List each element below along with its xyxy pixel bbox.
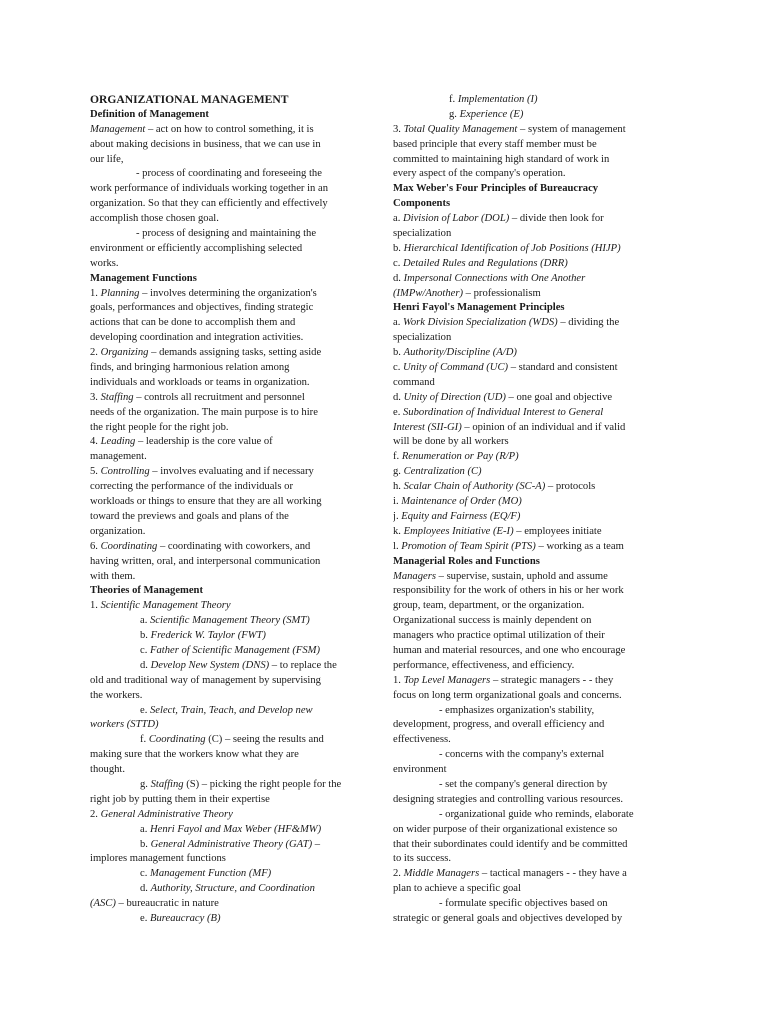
text-run: – bureaucratic in nature <box>115 898 219 910</box>
text-line <box>90 748 372 763</box>
text-run: a. <box>140 823 150 835</box>
text-line <box>90 718 372 733</box>
text-run: – <box>312 838 321 850</box>
text-line <box>393 272 681 287</box>
text-line <box>90 644 372 659</box>
text-line <box>90 778 372 793</box>
italic-term: Scalar Chain of Authority (SC-A) <box>403 481 546 493</box>
text-line <box>90 331 372 346</box>
text-run: j. <box>393 510 402 522</box>
text-run: with them. <box>90 570 136 582</box>
text-run: on wider purpose of their organizational existence so <box>393 823 618 835</box>
text-run: – act on how to control something, it is <box>145 123 314 135</box>
text-run: b. <box>140 838 151 850</box>
text-line <box>90 912 372 927</box>
italic-term: Organizing <box>100 347 149 359</box>
section-heading <box>90 272 372 287</box>
text-run: d. <box>393 272 404 284</box>
text-line <box>393 406 681 421</box>
italic-term: workers (STTD) <box>90 719 159 731</box>
text-run: accomplish those chosen goal. <box>90 213 219 225</box>
text-line <box>393 733 681 748</box>
text-line <box>90 167 372 182</box>
text-line <box>393 93 681 108</box>
text-run: – coordinating with coworkers, and <box>157 540 311 552</box>
text-run: Management Functions <box>90 272 197 284</box>
text-run: managers who practice optimal utilization of their <box>393 630 605 642</box>
text-run: Theories of Management <box>90 585 203 597</box>
italic-term: Planning <box>100 287 140 299</box>
italic-term: Frederick W. Taylor (FWT) <box>150 630 266 642</box>
text-run: – system of management <box>517 123 626 135</box>
text-run: c. <box>140 644 150 656</box>
italic-term: Develop New System (DNS) <box>150 659 270 671</box>
text-run: strategic or general goals and objectives developed by <box>393 912 623 924</box>
text-run: works. <box>90 257 119 269</box>
text-run: - process of designing and maintaining the <box>136 228 317 240</box>
text-line <box>90 123 372 138</box>
text-run: – tactical managers - - they have a <box>479 868 627 880</box>
text-run: g. <box>140 778 151 790</box>
text-line <box>90 227 372 242</box>
italic-term: Management Function (MF) <box>150 868 272 880</box>
text-run: plan to achieve a specific goal <box>393 883 521 895</box>
text-run: – working as a team <box>535 540 624 552</box>
text-run: correcting the performance of the individuals or <box>90 481 293 493</box>
text-run: – protocols <box>545 481 596 493</box>
text-run: Max Weber's Four Principles of Bureaucracy <box>393 183 599 195</box>
text-run: the workers. <box>90 689 143 701</box>
italic-term: Division of Labor (DOL) <box>403 213 510 225</box>
text-line <box>90 570 372 585</box>
text-run: – standard and consistent <box>508 362 618 374</box>
text-run: (C) – seeing the results and <box>205 734 324 746</box>
text-run: focus on long term organizational goals and concerns. <box>393 689 622 701</box>
text-run: e. <box>140 912 150 924</box>
italic-term: Maintenance of Order (MO) <box>401 496 522 508</box>
italic-term: Managers <box>393 570 436 582</box>
text-line <box>90 495 372 510</box>
section-heading <box>393 301 681 316</box>
text-line <box>90 435 372 450</box>
italic-term: Middle Managers <box>403 868 480 880</box>
italic-term: Staffing <box>150 778 184 790</box>
text-run: Managerial Roles and Functions <box>393 555 540 567</box>
italic-term: Employees Initiative (E-I) <box>403 525 514 537</box>
text-line <box>393 525 681 540</box>
italic-term: General Administrative Theory (GAT) <box>150 838 313 850</box>
text-line <box>393 257 681 272</box>
text-run: g. <box>449 108 460 120</box>
text-line <box>90 838 372 853</box>
text-line <box>90 361 372 376</box>
text-run: 6. <box>90 540 101 552</box>
text-line <box>393 599 681 614</box>
text-run: 1. <box>90 600 101 612</box>
text-line <box>393 287 681 302</box>
text-run: b. <box>393 242 404 254</box>
italic-term: Total Quality Management <box>403 123 518 135</box>
text-run: a. <box>393 317 403 329</box>
text-run: f. <box>140 734 149 746</box>
text-run: f. <box>393 451 402 463</box>
text-run: – controls all recruitment and personnel <box>133 391 305 403</box>
text-run: goals, performances and objectives, finding strategic <box>90 302 314 314</box>
text-run: finds, and bringing harmonious relation among <box>90 362 290 374</box>
text-run: old and traditional way of management by supervising <box>90 674 321 686</box>
left-column <box>90 93 372 927</box>
text-run: to its success. <box>393 853 451 865</box>
text-line <box>90 867 372 882</box>
italic-term: General Administrative Theory <box>100 808 233 820</box>
section-heading <box>90 93 372 108</box>
italic-term: Top Level Managers <box>403 674 491 686</box>
text-run: specialization <box>393 228 452 240</box>
text-line <box>393 480 681 495</box>
text-line <box>90 391 372 406</box>
text-run: b. <box>140 630 151 642</box>
text-run: will be done by all workers <box>393 436 509 448</box>
text-run: that their subordinates could identify and be committed <box>393 838 628 850</box>
text-run: work performance of individuals working together in an <box>90 183 328 195</box>
text-run: needs of the organization. The main purpose is to hire <box>90 406 318 418</box>
text-run: – strategic managers - - they <box>490 674 614 686</box>
text-line <box>393 852 681 867</box>
text-run: a. <box>140 615 150 627</box>
text-run: – to replace the <box>269 659 337 671</box>
text-run: 1. <box>393 674 404 686</box>
text-run: 5. <box>90 466 101 478</box>
text-line <box>90 897 372 912</box>
text-line <box>393 391 681 406</box>
text-run: development, progress, and overall efficiency and <box>393 719 605 731</box>
text-line <box>90 301 372 316</box>
text-line <box>393 689 681 704</box>
italic-term: (IMPw/Another) <box>393 287 464 299</box>
text-run: 1. <box>90 287 101 299</box>
text-line <box>393 242 681 257</box>
text-run: command <box>393 376 435 388</box>
text-run: – dividing the <box>557 317 620 329</box>
text-line <box>90 689 372 704</box>
text-line <box>90 376 372 391</box>
text-line <box>393 361 681 376</box>
text-run: – employees initiate <box>513 525 602 537</box>
italic-term: Bureaucracy (B) <box>150 912 221 924</box>
text-run: Henri Fayol's Management Principles <box>393 302 565 314</box>
italic-term: Coordinating <box>100 540 158 552</box>
italic-term: Henri Fayol and Max Weber (HF&MW) <box>150 823 322 835</box>
text-run: c. <box>140 868 150 880</box>
section-heading <box>393 555 681 570</box>
text-run: – one goal and objective <box>505 391 613 403</box>
text-line <box>393 793 681 808</box>
text-line <box>393 435 681 450</box>
text-run: committed to maintaining high standard of work in <box>393 153 610 165</box>
italic-term: Centralization (C) <box>403 466 482 478</box>
text-line <box>393 704 681 719</box>
text-run: – supervise, sustain, uphold and assume <box>435 570 608 582</box>
text-line <box>90 823 372 838</box>
text-line <box>393 570 681 585</box>
text-run: our life, <box>90 153 124 165</box>
text-line <box>393 495 681 510</box>
text-run: - emphasizes organization's stability, <box>439 704 595 716</box>
text-run: – involves determining the organization's <box>139 287 317 299</box>
text-run: - process of coordinating and foreseeing the <box>136 168 322 180</box>
text-run: a. <box>393 213 403 225</box>
text-line <box>393 510 681 525</box>
text-line <box>90 540 372 555</box>
text-run: – professionalism <box>463 287 541 299</box>
text-line <box>90 138 372 153</box>
text-run: implores management functions <box>90 853 226 865</box>
text-line <box>393 748 681 763</box>
italic-term: Implementation (I) <box>457 94 538 105</box>
text-run: 2. <box>90 347 101 359</box>
italic-term: Detailed Rules and Regulations (DRR) <box>403 257 568 269</box>
right-column <box>393 93 681 927</box>
text-line <box>90 882 372 897</box>
text-run: e. <box>393 406 403 418</box>
text-run: 3. <box>393 123 404 135</box>
text-run: about making decisions in business, that we can use in <box>90 138 321 150</box>
text-run: organization. <box>90 525 146 537</box>
text-line <box>393 674 681 689</box>
italic-term: Select, Train, Teach, and Develop new <box>150 704 313 716</box>
text-line <box>393 540 681 555</box>
italic-term: Staffing <box>100 391 134 403</box>
text-line <box>90 793 372 808</box>
text-line <box>90 674 372 689</box>
text-line <box>393 421 681 436</box>
italic-term: Unity of Direction (UD) <box>403 391 506 403</box>
text-line <box>90 733 372 748</box>
text-line <box>393 808 681 823</box>
italic-term: Coordinating <box>148 734 206 746</box>
text-run: performance, effectiveness, and efficiency. <box>393 659 575 671</box>
text-line <box>90 287 372 302</box>
text-line <box>393 912 681 927</box>
text-run: having written, oral, and interpersonal communication <box>90 555 321 567</box>
text-run: 2. <box>393 868 404 880</box>
text-run: organization. So that they can efficiently and effectively <box>90 198 328 210</box>
text-run: actions that can be done to accomplish them and <box>90 317 296 329</box>
text-line <box>393 138 681 153</box>
text-line <box>393 897 681 912</box>
text-line <box>393 644 681 659</box>
text-run: 2. <box>90 808 101 820</box>
text-line <box>393 823 681 838</box>
text-line <box>393 763 681 778</box>
text-line <box>90 257 372 272</box>
text-line <box>393 227 681 242</box>
text-run: Organizational success is mainly dependent on <box>393 615 592 627</box>
text-line <box>393 376 681 391</box>
text-line <box>90 421 372 436</box>
text-line <box>90 763 372 778</box>
text-line <box>90 153 372 168</box>
text-run: every aspect of the company's operation. <box>393 168 566 180</box>
text-line <box>90 242 372 257</box>
text-run: - organizational guide who reminds, elaborate <box>439 808 634 820</box>
italic-term: Authority, Structure, and Coordination <box>150 883 315 895</box>
text-run: specialization <box>393 332 452 344</box>
text-run: group, team, department, or the organization. <box>393 600 585 612</box>
text-run: – involves evaluating and if necessary <box>149 466 314 478</box>
text-line <box>90 197 372 212</box>
text-line <box>90 629 372 644</box>
text-run: – demands assigning tasks, setting aside <box>148 347 322 359</box>
text-run: e. <box>140 704 150 716</box>
text-run: toward the previews and goals and plans of the <box>90 510 289 522</box>
text-run: i. <box>393 496 402 508</box>
text-line <box>393 108 681 123</box>
italic-term: Work Division Specialization (WDS) <box>403 317 558 329</box>
italic-term: Management <box>90 123 146 135</box>
text-line <box>90 346 372 361</box>
text-run: g. <box>393 466 404 478</box>
text-run: human and material resources, and one who encourage <box>393 644 626 656</box>
text-line <box>393 212 681 227</box>
text-run: d. <box>393 391 404 403</box>
text-line <box>90 599 372 614</box>
text-line <box>393 867 681 882</box>
text-run: - concerns with the company's external <box>439 749 605 761</box>
text-run: f. <box>449 94 458 105</box>
text-line <box>90 510 372 525</box>
text-line <box>393 882 681 897</box>
italic-term: Renumeration or Pay (R/P) <box>401 451 519 463</box>
text-run: c. <box>393 362 403 374</box>
italic-term: Equity and Fairness (EQ/F) <box>401 510 521 522</box>
text-run: Components <box>393 198 451 210</box>
text-line <box>90 525 372 540</box>
text-line <box>393 316 681 331</box>
section-heading <box>90 584 372 599</box>
text-line <box>393 450 681 465</box>
italic-term: Father of Scientific Management (FSM) <box>150 644 321 656</box>
text-run: effectiveness. <box>393 734 451 746</box>
text-run: right job by putting them in their expertise <box>90 793 270 805</box>
text-run: thought. <box>90 764 126 776</box>
text-line <box>90 704 372 719</box>
text-line <box>393 584 681 599</box>
text-run: - formulate specific objectives based on <box>439 898 608 910</box>
text-run: b. <box>393 347 404 359</box>
text-line <box>393 346 681 361</box>
text-run: environment or efficiently accomplishing selected <box>90 242 303 254</box>
text-line <box>393 167 681 182</box>
italic-term: Subordination of Individual Interest to General <box>403 406 604 418</box>
section-heading <box>90 108 372 123</box>
text-run: designing strategies and controlling various resources. <box>393 793 624 805</box>
italic-term: Scientific Management Theory (SMT) <box>150 615 310 627</box>
text-run: responsibility for the work of others in his or her work <box>393 585 624 597</box>
text-run: - set the company's general direction by <box>439 778 608 790</box>
text-line <box>90 465 372 480</box>
italic-term: Authority/Discipline (A/D) <box>403 347 517 359</box>
text-line <box>90 212 372 227</box>
text-line <box>90 808 372 823</box>
text-line <box>393 465 681 480</box>
text-run: workloads or things to ensure that they are all working <box>90 496 322 508</box>
text-run: d. <box>140 659 151 671</box>
italic-term: Interest (SII-GI) <box>393 421 462 433</box>
text-run: – opinion of an individual and if valid <box>461 421 626 433</box>
text-line <box>90 450 372 465</box>
italic-term: Promotion of Team Spirit (PTS) <box>401 540 536 552</box>
italic-term: Scientific Management Theory <box>100 600 231 612</box>
text-run: management. <box>90 451 147 463</box>
text-line <box>90 555 372 570</box>
text-run: ORGANIZATIONAL MANAGEMENT <box>90 93 289 106</box>
text-line <box>90 182 372 197</box>
text-run: environment <box>393 764 447 776</box>
text-line <box>393 838 681 853</box>
text-run: Definition of Management <box>90 108 209 120</box>
text-line <box>393 614 681 629</box>
text-line <box>90 614 372 629</box>
text-line <box>90 480 372 495</box>
text-run: developing coordination and integration activities. <box>90 332 304 344</box>
text-run: individuals and workloads or teams in organization. <box>90 376 310 388</box>
italic-term: Leading <box>100 436 136 448</box>
italic-term: Impersonal Connections with One Another <box>403 272 586 284</box>
text-run: – leadership is the core value of <box>135 436 273 448</box>
italic-term: Controlling <box>100 466 150 478</box>
text-run: making sure that the workers know what they are <box>90 749 299 761</box>
italic-term: Experience (E) <box>459 108 524 120</box>
text-line <box>393 153 681 168</box>
text-run: c. <box>393 257 403 269</box>
text-run: 4. <box>90 436 101 448</box>
text-run: l. <box>393 540 402 552</box>
italic-term: Hierarchical Identification of Job Positions (HIJP) <box>403 242 621 254</box>
text-line <box>393 659 681 674</box>
text-run: (S) – picking the right people for the <box>183 778 342 790</box>
text-run: the right people for the right job. <box>90 421 229 433</box>
text-line <box>393 629 681 644</box>
italic-term: Unity of Command (UC) <box>403 362 509 374</box>
section-heading <box>393 197 681 212</box>
text-line <box>90 852 372 867</box>
text-run: h. <box>393 481 404 493</box>
text-line <box>393 718 681 733</box>
text-line <box>393 778 681 793</box>
text-line <box>90 316 372 331</box>
text-run: d. <box>140 883 151 895</box>
text-line <box>90 659 372 674</box>
text-line <box>393 123 681 138</box>
text-run: based principle that every staff member must be <box>393 138 597 150</box>
text-line <box>393 331 681 346</box>
text-run: 3. <box>90 391 101 403</box>
text-line <box>90 406 372 421</box>
text-run: – divide then look for <box>509 213 604 225</box>
text-run: k. <box>393 525 404 537</box>
section-heading <box>393 182 681 197</box>
italic-term: (ASC) <box>90 898 116 910</box>
